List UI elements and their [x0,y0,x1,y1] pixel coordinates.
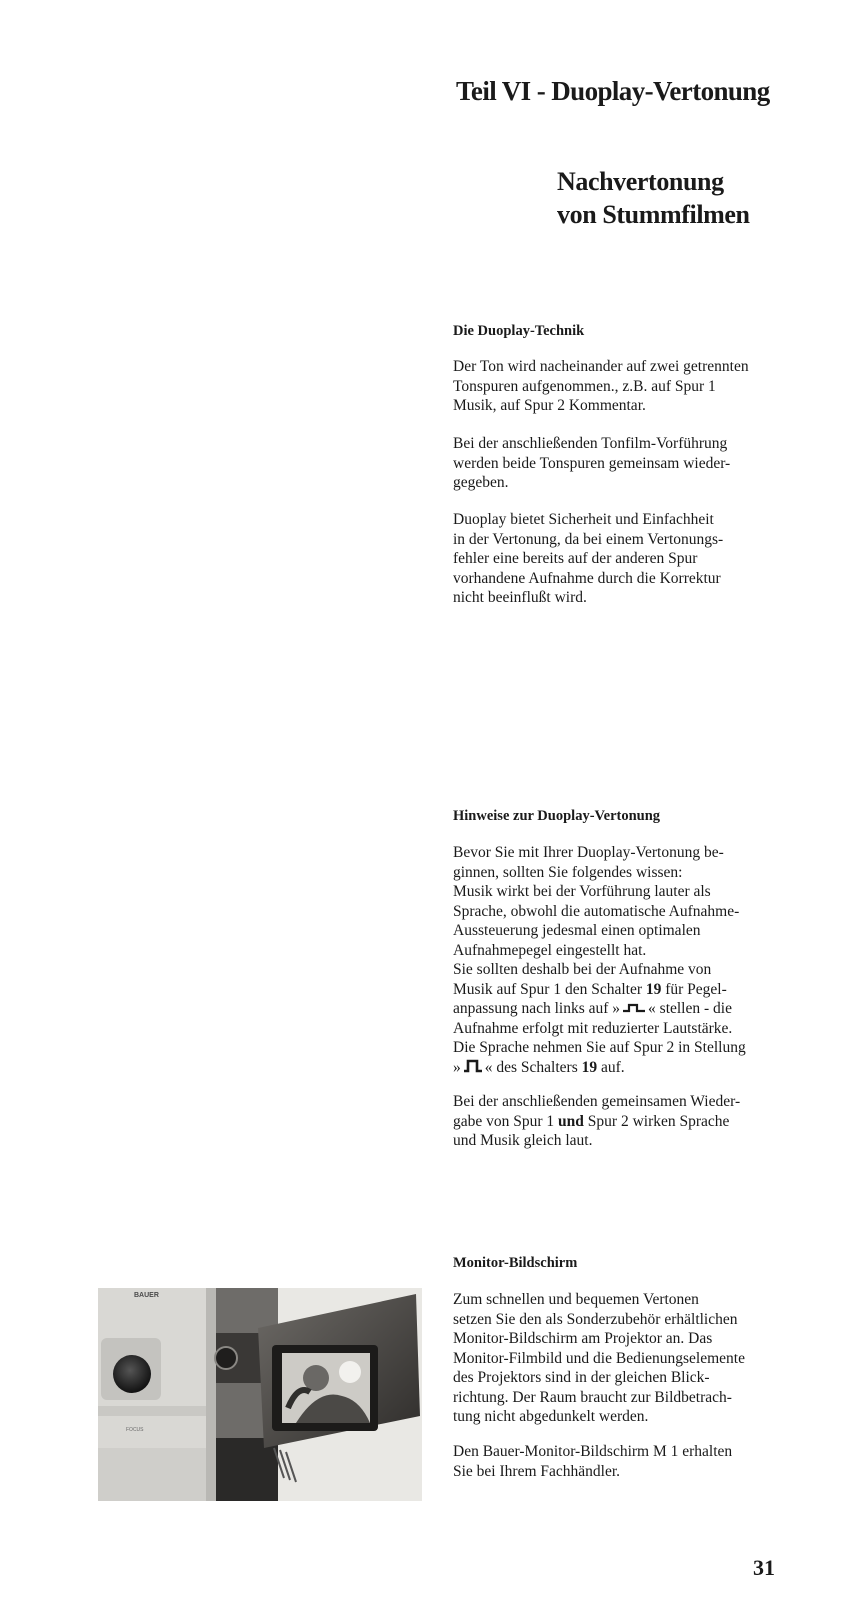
paragraph-hinweise-2: Bei der anschließenden gemeinsamen Wieder- gabe von Spur 1 und Spur 2 wirken Sprache und Musik gleich laut. [453,1093,741,1149]
switch-number: 19 [645,980,662,998]
paragraph-hinweise-1: Bevor Sie mit Ihrer Duoplay-Vertonung be- ginnen, sollten Sie folgendes wissen: Musik wirkt bei der Vorführung lauter als Sprache, obwohl die automatische Aufnahme- Aussteuerung jedesmal einen optimalen Aufnahmepegel eingestellt hat. Sie sollten deshalb bei der Aufnahme von Musik auf Spur 1 den Schalter 19 für Pegel- anpassung nach links auf » « stellen - die Aufnahme erfolgt mit reduzierter Lautstärke. Die Sprache nehmen Sie auf Spur 2 in Stellung » « des Schalters 19 auf. [453,844,746,1076]
heading-hinweise: Hinweise zur Duoplay-Vertonung [453,808,661,824]
projector-monitor-photo [98,1288,422,1501]
subtitle [557,165,750,231]
paragraph-technik-1: Der Ton wird nacheinander auf zwei getrennten Tonspuren aufgenommen., z.B. auf Spur 1 Musik, auf Spur 2 Kommentar. [453,358,749,414]
reduced-level-symbol-icon [622,1002,646,1014]
projector-illustration [98,1288,422,1501]
subtitle-line-2: von Stummfilmen [557,200,750,229]
brand-label: BAUER [134,1292,159,1299]
full-level-symbol-icon [463,1059,483,1073]
paragraph-monitor-2: Den Bauer-Monitor-Bildschirm M 1 erhalten Sie bei Ihrem Fachhändler. [453,1443,733,1480]
focus-label: FOCUS [126,1427,144,1433]
paragraph-monitor-1: Zum schnellen und bequemen Vertonen setzen Sie den als Sonderzubehör erhältlichen Monitor-Bildschirm am Projektor an. Das Monitor-Filmbild und die Bedienungselemente des Projektors sind in der gleichen Blick- richtung. Der Raum braucht zur Bildbetrach- tung nicht abgedunkelt werden. [453,1291,745,1425]
heading-monitor: Monitor-Bildschirm [453,1255,578,1271]
page-number: 31 [753,1555,775,1580]
focus-knob [113,1355,151,1393]
part-title: Teil VI - Duoplay-Vertonung [456,76,770,106]
paragraph-technik-3: Duoplay bietet Sicherheit und Einfachheit in der Vertonung, da bei einem Vertonungs- fehler eine bereits auf der anderen Spur vorhandene Aufnahme durch die Korrektur nicht beeinflußt wird. [453,511,724,606]
paragraph-technik-2: Bei der anschließenden Tonfilm-Vorführung werden beide Tonspuren gemeinsam wieder- gegeben. [453,435,731,491]
heading-duoplay-technik: Die Duoplay-Technik [453,323,585,339]
subtitle-line-1: Nachvertonung [557,167,724,196]
